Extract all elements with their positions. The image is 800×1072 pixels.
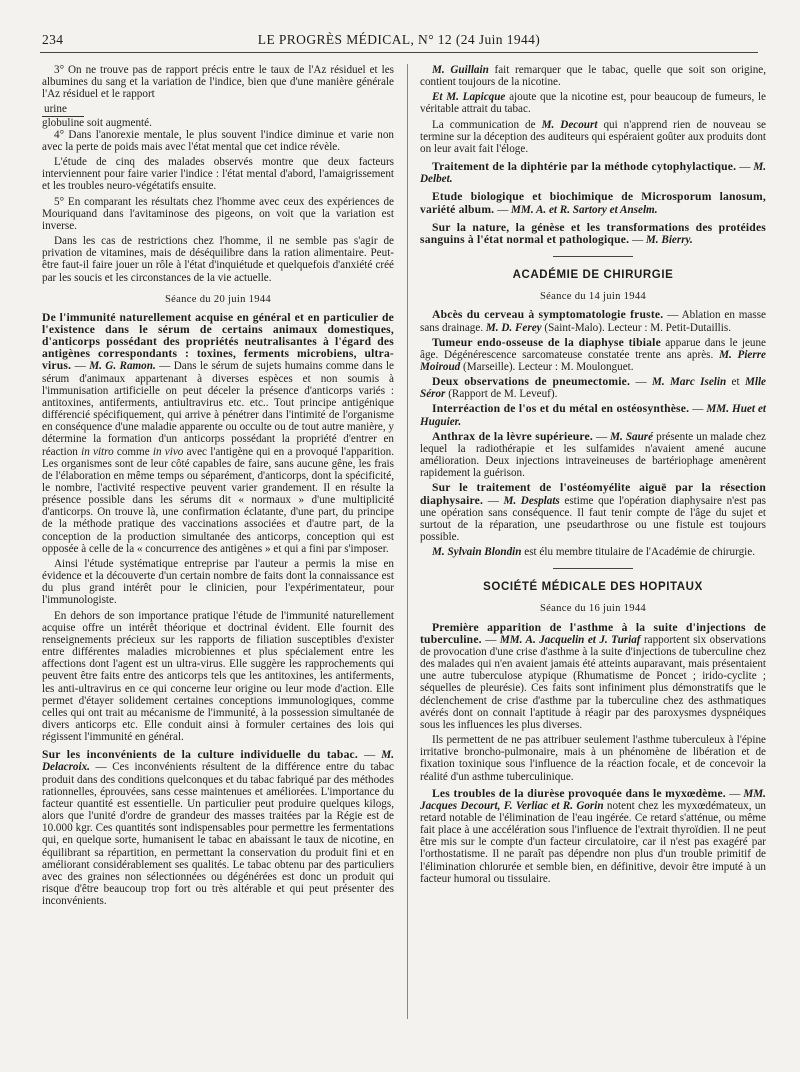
article-tabac: Sur les inconvénients de la culture individuelle du tabac. — M. Delacroix. — Ces inconvénients résultent de la différence entre du tabac produit dans des conditions quelconques et du tabac fabriqué par des méthodes rationnelles, éprouvées, sans cesse maintenues et améliorées. L'importance du facteur quantité est essentielle. Un particulier peut produire quelques kilogs, alors que l'unité d'ordre de grandeur des masses traitées par la Régie est de 10.000 kgr. Ces quantités sont indispensables pour permettre les fermentations qui, en quelque sorte, humanisent le tabac en abaissant le taux de nicotine, en équilibrant sa répartition, en permettant la conservation du produit fini et en améliorant considérablement ses qualités. Le tabac obtenu par des particuliers avec des graines non sélectionnées ou dégénérées est donc un produit qui risque d'être beaucoup trop fort ou très altérable et qui peut présenter des inconvénients. [42, 748, 394, 908]
speaker-name: M. Decourt [541, 118, 598, 131]
article-body: avec l'antigène qui en a provoqué l'apparition. Les organismes sont de leur côté capables de faire, sans aucune gêne, les frais de l'élaboration en même temps ou séparément, d'anticorps, dont la spécificité, le nombre, l'activité respective peuvent varier grandement. Il en résulte la présence possible dans les sérums dit « normaux » d'une multiplicité d'anticorps. On trouve là, une confirmation éclatante, d'une part, du principe de la méthode pratique des vaccinations associées et d'autre part, de la conception de la production simultanée des anticorps, conception qui est opposée à celle de la « concurrence des antigènes » et qui a fini par s'imposer. [42, 445, 394, 555]
paragraph-text: La communication de [432, 118, 536, 131]
section-separator [553, 256, 633, 257]
article-body: Ces inconvénients résultent de la différence entre du tabac produit dans des conditions quelconques et du tabac fabriqué par des méthodes rationnelles, éprouvées, sans cesse maintenues et améliorées. L'importance du facteur quantité est essentielle. Un particulier peut produire quelques kilogs, alors que l'unité d'ordre de grandeur des masses traitées par la Régie est de 10.000 kgr. Ces quantités sont indispensables pour permettre les fermentations qui, en quelque sorte, humanisent le tabac en abaissant le taux de nicotine, en équilibrant sa répartition, en permettant la conservation du produit fini et en améliorant considérablement ses qualités. Le tabac obtenu par des particuliers avec des graines non sélectionnées ou dégénérées est donc un produit qui risque d'être beaucoup trop fort ou très altérable et qui peut présenter des inconvénients. [42, 761, 394, 908]
paragraph: 4° Dans l'anorexie mentale, le plus souvent l'indice diminue et varie non avec la perte de poids mais avec l'état mental que cet indice révèle. [42, 128, 394, 153]
communication-item: Interréaction de l'os et du métal en ostéosynthèse. — MM. Huet et Huguier. [420, 402, 766, 428]
communication-text: et [731, 376, 740, 389]
communication-item: Les troubles de la diurèse provoquée dans le myxœdème. — MM. Jacques Decourt, F. Verliac et R. Gorin notent chez les myxœdémateux, un retard notable de l'élimination de l'eau ingérée. Ce retard s'atténue, ou même fait place à une accélération sous l'influence de l'extrait thyroïdien. Il ne peut être mis sur le compte d'un facteur circulatoire, car il n'est pas exagéré par l'orthostatisme. Il ne paraît pas dépendre non plus d'un trouble primitif de l'élimination chlorurée et semble bien, en définitive, devoir être imputé à un facteur humoral ou tissulaire. [420, 786, 766, 885]
communication-title: Tumeur endo-osseuse de la diaphyse tibiale [432, 335, 661, 349]
communication-text: notent chez les myxœdémateux, un retard notable de l'élimination de l'eau ingérée. Ce retard s'atténue, ou même fait place à une accélération sous l'influence de l'extrait thyroïdien. Il ne peut être mis sur le compte d'un facteur circulatoire, car il n'est pas exagéré par l'orthostatisme. Il ne paraît pas dépendre non plus d'un trouble primitif de l'élimination chlorurée et semble bien, en définitive, devoir être imputé à un facteur humoral ou tissulaire. [420, 799, 766, 885]
article-author: M. G. Ramon. [89, 360, 156, 373]
paragraph: En dehors de son importance pratique l'étude de l'immunité naturellement acquise offre un intérêt théorique et doctrinal évident. Elle fournit des renseignements précieux sur les rapports de filiation susceptibles d'exister entre différentes maladies microbiennes et plus spécialement entre les affections dont l'agent est un ultra-virus. Elle suggère les rapprochements qui peuvent être faits entre des anticorps tels que les antitoxines, les antiferments, les anti-ultravirus en ce qui concerne leur origine ou leur mode d'action. Elle permet d'étayer solidement certaines conceptions immunologiques, comme celles qui ont trait au mécanisme de l'immunité, à la possession simultanée de divers anticorps etc. Elle conduit ainsi à formuler certaines des lois qui régissent l'immunité en général. [42, 609, 394, 744]
communication-text: apparue dans le jeune âge. Dégénérescence sarcomateuse constatée trente ans après. [420, 336, 766, 361]
communication-title: Sur la nature, la génèse et les transformations des protéides sanguins à l'état normal et pathologique. [420, 220, 766, 246]
communication-author: MM. A. et R. Sartory et Anselm. [511, 203, 658, 216]
paragraph: Dans les cas de restrictions chez l'homme, il ne semble pas s'agir de privation de vitamines, mais de déséquilibre dans la ration alimentaire. Peut-être faut-il faire jouer un rôle à l'état d'inquiétude et quelquefois d'anxiété créé par les soucis et les circonstances de la vie actuelle. [42, 235, 394, 284]
article-author: M. Delacroix. [42, 749, 394, 774]
paragraph: 3° On ne trouve pas de rapport précis entre le taux de l'Az résiduel et les albumines du sang et la variation de l'indice, bien que d'une manière générale l'Az résiduel et le rapport [42, 64, 394, 101]
communication-item [420, 546, 766, 558]
communication-item: Première apparition de l'asthme à la suite d'injections de tuberculine. — MM. A. Jacquelin et J. Turiaf rapportent six observations de provocation d'une crise d'asthme à la suite d'injections de tuberculine chez des malades qui n'en avaient jamais été atteints auparavant, mais présentaient une autre tuberculose atypique (Rhumatisme de Poncet ; irido-cyclite ; séquelles de pleurésie). Ces faits sont infiniment plus démonstratifs que le déclenchement de crise d'asthme par la tuberculine chez des asthmatiques avérés dont on connait l'aptitude à réagir par des paroxysmes dyspnéiques sous les influences les plus diverses. [420, 620, 766, 731]
communication-title: Interréaction de l'os et du métal en ostéosynthèse. [432, 402, 690, 416]
paragraph: Ainsi l'étude systématique entreprise par l'auteur a permis la mise en évidence et la découverte d'un certain nombre de faits dont la connaissance est du plus grand intérêt pour le clinicien, pour l'expérimentateur, pour l'immunologiste. [42, 557, 394, 607]
left-column [42, 64, 394, 910]
paragraph [420, 91, 766, 115]
communication-title: Etude biologique et biochimique de Microsporum lanosum, variété album. [420, 190, 766, 216]
communication-title: Abcès du cerveau à symptomatologie fruste. [432, 308, 664, 322]
communication-author: M. Sylvain Blondin [432, 546, 522, 559]
communication-text: est élu membre titulaire de l'Académie de chirurgie. [524, 546, 755, 559]
communication-author: M. Desplats [503, 494, 560, 507]
communication-item: Sur la nature, la génèse et les transformations des protéides sanguins à l'état normal et pathologique. — M. Bierry. [420, 220, 766, 246]
communication-text: rapportent six observations de provocation d'une crise d'asthme à la suite d'injections de tuberculine chez des malades qui n'en avaient jamais été atteints auparavant, mais présentaient une autre tuberculose atypique (Rhumatisme de Poncet ; irido-cyclite ; séquelles de pleurésie). Ces faits sont infiniment plus démonstratifs que le déclenchement de crise d'asthme par la tuberculine chez des asthmatiques avérés dont on connait l'aptitude à réagir par des paroxysmes dyspnéiques sous les influences les plus diverses. [420, 633, 766, 731]
communication-title: Deux observations de pneumectomie. [432, 375, 631, 389]
communication-title: Première apparition de l'asthme à la suite d'injections de tuberculine. [420, 620, 766, 646]
fraction-continuation: soit augmenté. [86, 116, 152, 129]
paragraph [420, 64, 766, 88]
article-title: Sur les inconvénients de la culture individuelle du tabac. [42, 748, 359, 762]
session-date: Séance du 14 juin 1944 [539, 291, 647, 303]
communication-title: Anthrax de la lèvre supérieure. [432, 429, 593, 443]
communication-item: Sur le traitement de l'ostéomyélite aiguë par la résection diaphysaire. — M. Desplats estime que l'opération diaphysaire n'est pas une opération sans conséquence. Il faut tenir compte de l'âge du sujet et surtout de la réparation, une pseudarthrose ou une fistule est toujours possible. [420, 481, 767, 543]
communication-item: Traitement de la diphtérie par la méthode cytophylactique. — M. Delbet. [420, 160, 767, 186]
article-body: Dans le sérum de sujets humains comme dans le sérum d'animaux appartenant à diverses espèces et non soumis à l'immunisation artificielle on peut déceler la présence d'anticorps variés : antitoxines, antiferments, antiultravirus etc. etc.. Tout principe antigénique différencié spécifiquement, qui arrive à pénétrer dans l'intimité de l'organisme en conséquence d'une maladie apparente ou occulte ou de tout autre manière, y détermine la formation d'un anticorps possédant la propriété d'entrer en réaction [42, 360, 394, 458]
communication-author: M. D. Ferey [485, 321, 542, 334]
running-title: LE PROGRÈS MÉDICAL, N° 12 (24 Juin 1944) [257, 32, 541, 47]
communication-item: Deux observations de pneumectomie. — M. Marc Iselin et Mlle Séror (Rapport de M. Leveuf). [420, 375, 766, 401]
paragraph-text: qui n'apprend rien de nouveau se termine sur la déception des auditeurs qui espéraient goûter aux produits dont on leur avait fait l'éloge. [420, 118, 766, 155]
paragraph: Ils permettent de ne pas attribuer seulement l'asthme tuberculeux à l'épine irritative broncho-pulmonaire, mais à un phénomène de libération et de fixation toxinique sous l'influence de la réaction focale, et de concevoir la réalité d'un asthme tuberculinique. [420, 734, 766, 783]
communication-author: M. Delbet. [420, 161, 767, 186]
communication-text: (Marseille). Lecteur : M. Moulonguet. [463, 360, 634, 373]
communication-author: M. Sauré [610, 430, 654, 443]
communication-title: Sur le traitement de l'ostéomyélite aiguë par la résection diaphysaire. [420, 481, 766, 507]
communication-title: Traitement de la diphtérie par la méthode cytophylactique. [432, 160, 737, 174]
speaker-name: M. Guillain [432, 64, 489, 76]
section-heading-academie: ACADÉMIE DE CHIRURGIE [512, 269, 674, 282]
communication-author: MM. Huet et Huguier. [420, 403, 766, 428]
article-immunite: De l'immunité naturellement acquise en général et en particulier de l'existence dans le sérum de certains animaux domestiques, d'anticorps possédant des propriétés neutralisantes à l'égard des antigènes correspondants : toxines, ferments microbiens, ultra-virus. — M. G. Ramon. — Dans le sérum de sujets humains comme dans le sérum d'animaux appartenant à diverses espèces et non soumis à l'immunisation artificielle on peut déceler la présence d'anticorps variés : antitoxines, antiferments, antiultravirus etc. etc.. Tout principe antigénique différencié spécifiquement, qui arrive à pénétrer dans l'intimité de l'organisme en conséquence d'une maladie apparente ou occulte ou de tout autre manière, y détermine la formation d'un anticorps possédant la propriété d'entrer en réaction in vitro comme in vivo avec l'antigène qui en a provoqué l'apparition. Les organismes sont de leur côté capables de faire, sans aucune gêne, les frais de l'élaboration en même temps ou séparément, d'anticorps, dont la spécificité, le nombre, l'activité respective peuvent varier grandement. Il en résulte la présence possible dans les sérums dit « normaux » d'une multiplicité d'anticorps. On trouve là, une confirmation éclatante, d'une part, du principe de la méthode pratique des vaccinations associées et d'autre part, de la conception de la production simultanée des anticorps, conception qui est opposée à celle de la « concurrence des antigènes » et qui a fini par s'imposer. [42, 310, 394, 555]
section-separator [553, 568, 633, 569]
page-number: 234 [42, 32, 64, 47]
communication-item: Anthrax de la lèvre supérieure. — M. Sauré présente un malade chez lequel la radiothérapie et les sulfamides n'avaient amené aucune amélioration. Deux injections intraveineuses de bartériophage amenèrent rapidement la guérison. [420, 429, 767, 480]
paragraph-text: ajoute que la nicotine est, pour beaucoup de fumeurs, le véritable attrait du tabac. [420, 91, 766, 116]
paragraph [420, 119, 766, 155]
article-title: De l'immunité naturellement acquise en général et en particulier de l'existence dans le sérum de certains animaux domestiques, d'anticorps possédant des propriétés neutralisantes à l'égard des antigènes correspondants : toxines, ferments microbiens, ultra-virus. [42, 310, 394, 373]
communication-title: Les troubles de la diurèse provoquée dans le myxœdème. [432, 786, 726, 800]
communication-text: Ablation en masse sans drainage. [420, 309, 766, 334]
communication-text: présente un malade chez lequel la radiothérapie et les sulfamides n'avaient amené aucune amélioration. Deux injections intraveineuses de bartériophage amenèrent rapidement la guérison. [420, 430, 767, 480]
italic-term: in vivo [152, 445, 184, 458]
communication-item: Etude biologique et biochimique de Microsporum lanosum, variété album. — MM. A. et R. Sartory et Anselm. [420, 190, 766, 216]
speaker-name: Et M. Lapicque [432, 91, 506, 104]
paragraph-text: fait remarquer que le tabac, quelle que soit son origine, contient toujours de la nicotine. [420, 64, 766, 89]
fraction-denominator: globuline [42, 116, 85, 129]
communication-author: MM. A. Jacquelin et J. Turiaf [499, 633, 641, 646]
column-divider [407, 64, 408, 1019]
paragraph: 5° En comparant les résultats chez l'homme avec ceux des expériences de Mouriquand dans l'avitaminose des pigeons, on voit que la variation est inverse. [42, 195, 394, 232]
communication-author: MM. Jacques Decourt, F. Verliac et R. Gorin [420, 787, 766, 812]
right-column [420, 64, 766, 888]
communication-item: Abcès du cerveau à symptomatologie fruste. — Ablation en masse sans drainage. M. D. Ferey (Saint-Malo). Lecteur : M. Petit-Dutaillis. [420, 308, 766, 334]
fraction-formula [42, 103, 394, 128]
communication-text: (Saint-Malo). Lecteur : M. Petit-Dutaillis. [544, 321, 731, 334]
communication-text: estime que l'opération diaphysaire n'est pas une opération sans conséquence. Il faut tenir compte de l'âge du sujet et surtout de la réparation, une pseudarthrose ou une fistule est toujours possible. [420, 494, 767, 543]
communication-author: M. Pierre Moiroud [420, 348, 766, 373]
communication-item [420, 337, 766, 373]
section-heading-societe: SOCIÉTÉ MÉDICALE DES HOPITAUX [483, 581, 703, 594]
paragraph: L'étude de cinq des malades observés montre que deux facteurs interviennent pour faire varier l'indice : l'état mental d'abord, l'amaigrissement et les troubles neuro-végétatifs ensuite. [42, 156, 394, 193]
article-body: comme [116, 445, 150, 458]
session-date: Séance du 20 juin 1944 [164, 293, 272, 305]
fraction-numerator: urine [44, 103, 67, 116]
communication-author: M. Bierry. [645, 233, 693, 246]
italic-term: in vitro [81, 445, 114, 458]
communication-author: Mlle Séror [420, 376, 766, 401]
communication-text: (Rapport de M. Leveuf). [448, 388, 558, 401]
communication-author: M. Marc Iselin [651, 376, 727, 389]
running-header [40, 30, 758, 53]
session-date: Séance du 16 juin 1944 [539, 603, 647, 615]
